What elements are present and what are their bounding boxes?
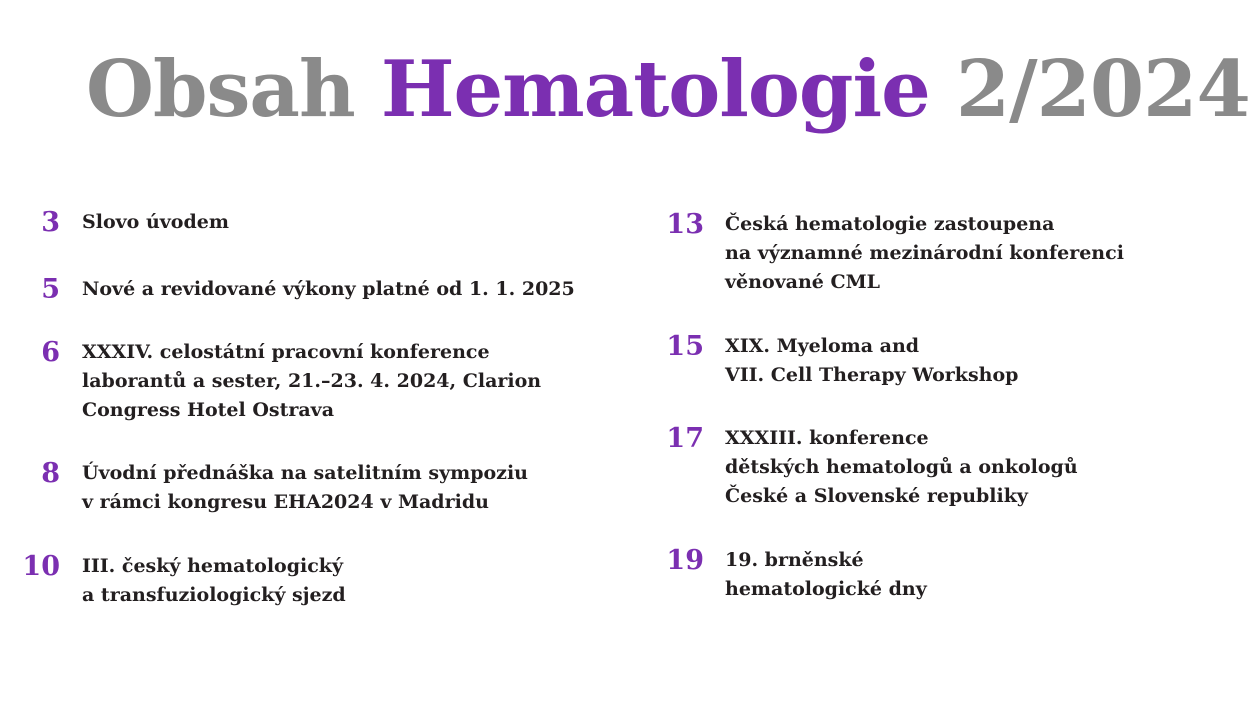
- toc-entry-line: a transfuziologický sjezd: [82, 584, 346, 606]
- toc-entry-line: Česká hematologie zastoupena: [725, 213, 1055, 235]
- toc-page-number: 5: [41, 274, 60, 305]
- toc-entry-line: České a Slovenské republiky: [725, 485, 1028, 507]
- toc-entry-title: [725, 546, 927, 604]
- toc-page-number: 17: [666, 423, 704, 454]
- toc-entry-title: [82, 338, 541, 425]
- toc-page-number: 13: [666, 209, 704, 240]
- toc-entry-line: na významné mezinárodní konferenci: [725, 242, 1124, 264]
- toc-entry-title: [725, 424, 1078, 511]
- toc-page-number: 15: [666, 331, 704, 362]
- toc-entry-line: laborantů a sester, 21.–23. 4. 2024, Clarion: [82, 370, 542, 392]
- toc-entry-line: v rámci kongresu EHA2024 v Madridu: [82, 491, 489, 513]
- toc-entry-title: [725, 332, 1018, 390]
- page-title: [86, 40, 1250, 140]
- toc-page-number: 8: [41, 458, 60, 489]
- toc-entry-title: [725, 210, 1124, 297]
- toc-page-number: 10: [22, 551, 60, 582]
- toc-entry-line: dětských hematologů a onkologů: [725, 456, 1078, 478]
- toc-entry-line: XXXIII. konference: [725, 427, 929, 449]
- toc-entry-line: Úvodní přednáška na satelitním sympoziu: [82, 462, 528, 484]
- toc-entry-line: III. český hematologický: [82, 555, 343, 577]
- title-obsah: Obsah: [86, 44, 355, 135]
- title-issue: 2/2024: [955, 44, 1250, 135]
- toc-entry-line: hematologické dny: [725, 578, 927, 600]
- toc-entry-line: Congress Hotel Ostrava: [82, 399, 335, 421]
- toc-entry-line: věnované CML: [725, 271, 880, 293]
- title-hematologie: Hematologie: [380, 44, 930, 135]
- toc-entry-title: [82, 275, 575, 304]
- toc-entry-title: [82, 459, 528, 517]
- toc-page-number: 3: [41, 207, 60, 238]
- toc-entry-line: XXXIV. celostátní pracovní konference: [82, 341, 490, 363]
- toc-entry-line: 19. brněnské: [725, 549, 864, 571]
- toc-entry-line: XIX. Myeloma and: [725, 335, 920, 357]
- toc-entry-title: [82, 208, 229, 237]
- toc-entry-line: Nové a revidované výkony platné od 1. 1. 2025: [82, 278, 575, 300]
- toc-entry-title: [82, 552, 346, 610]
- toc-entry-line: VII. Cell Therapy Workshop: [725, 364, 1019, 386]
- toc-entry-line: Slovo úvodem: [82, 211, 229, 233]
- toc-page-number: 19: [666, 545, 704, 576]
- toc-page-number: 6: [41, 337, 60, 368]
